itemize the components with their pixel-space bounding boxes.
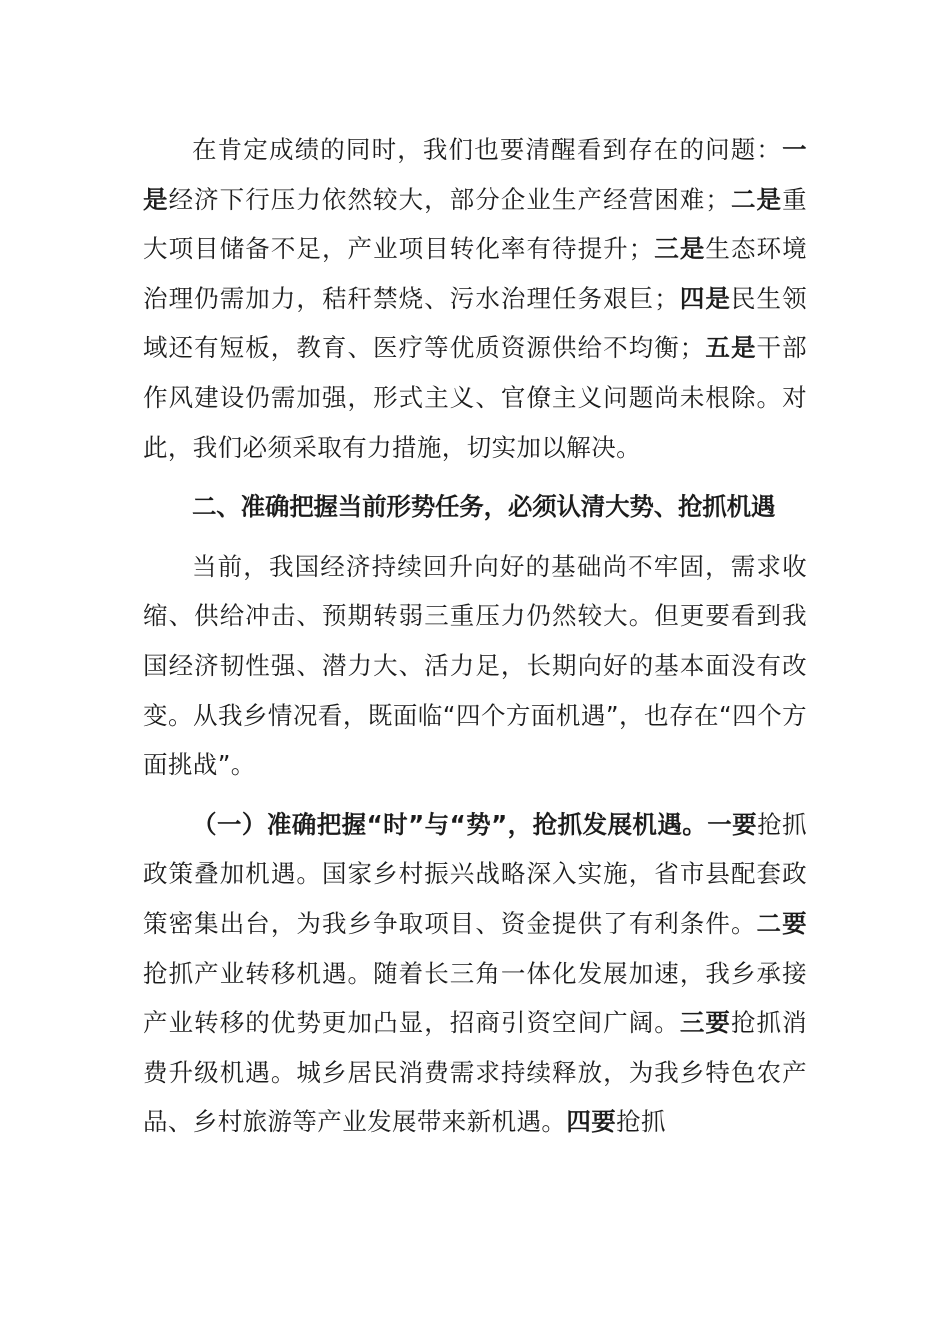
bold-keyword: 四要 — [566, 1107, 617, 1137]
bold-keyword: 二要 — [756, 908, 807, 938]
text-run: 抢抓消费升级机遇。城乡居民消费需求持续释放，为我乡特色农产品、乡村旅游等产业发展带来新机遇。 — [143, 1008, 807, 1137]
text-run: 生态环境治理仍需加力，秸秆禁烧、污水治理任务艰巨； — [143, 234, 807, 313]
text-run: 抢抓政策叠加机遇。国家乡村振兴战略深入实施，省市县配套政策密集出台，为我乡争取项目、资金提供了有利条件。 — [143, 809, 807, 938]
bold-keyword: 三要 — [679, 1008, 731, 1038]
paragraph-problems — [143, 125, 807, 472]
text-run: 抢抓 — [616, 1107, 666, 1137]
text-run: 重大项目储备不足，产业项目转化率有待提升； — [143, 184, 807, 264]
text-run: 在肯定成绩的同时，我们也要清醒看到存在的问题： — [192, 135, 783, 164]
paragraph-opportunities — [143, 800, 807, 1147]
bold-keyword: 二是 — [730, 184, 783, 214]
bold-lead: （一）准确把握“时”与“势”，抢抓发展机遇。 — [192, 809, 708, 839]
text-run: 抢抓产业转移机遇。随着长三角一体化发展加速，我乡承接产业转移的优势更加凸显，招商引资空间广阔。 — [143, 958, 807, 1038]
bold-keyword: 一要 — [707, 809, 758, 839]
bold-keyword: 五是 — [704, 333, 757, 363]
text-run: 干部作风建设仍需加强，形式主义、官僚主义问题尚未根除。对此，我们必须采取有力措施，切实加以解决。 — [143, 333, 807, 462]
bold-keyword: 一是 — [143, 135, 807, 214]
bold-keyword: 三是 — [653, 234, 706, 264]
paragraph-situation: 当前，我国经济持续回升向好的基础尚不牢固，需求收缩、供给冲击、预期转弱三重压力仍然较大。但更要看到我国经济韧性强、潜力大、活力足，长期向好的基本面没有改变。从我乡情况看，既面临“四个方面机遇”，也存在“四个方面挑战”。 — [143, 551, 807, 780]
text-run: 民生领域还有短板，教育、医疗等优质资源供给不均衡； — [143, 283, 807, 363]
bold-keyword: 四是 — [679, 283, 731, 313]
text-run: 经济下行压力依然较大，部分企业生产经营困难； — [168, 184, 731, 214]
document-page — [143, 125, 807, 1147]
section-heading: 二、准确把握当前形势任务，必须认清大势、抢抓机遇 — [192, 492, 776, 522]
